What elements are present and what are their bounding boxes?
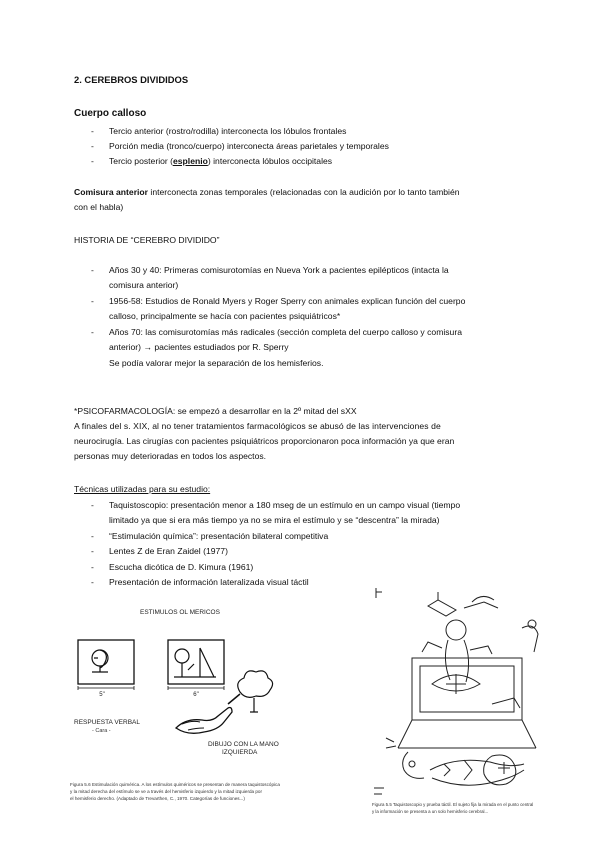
history-title: HISTORIA DE “CEREBRO DIVIDIDO” xyxy=(74,235,220,245)
subtitle-cuerpo-calloso: Cuerpo calloso xyxy=(74,108,147,119)
figure-caption: el hemisferio derecho. (Adaptado de Trevarthen, C., 1970. Categorías de funciones...) xyxy=(70,796,245,801)
list-item: Porción media (tronco/cuerpo) interconecta áreas parietales y temporales xyxy=(109,141,389,151)
stimulus-face-box xyxy=(78,640,134,698)
list-item-cont: anterior) → pacientes estudiados por R. Sperry xyxy=(109,342,289,352)
psico-title: *PSICOFARMACOLOGÍA: se empezó a desarrollar en la 2º mitad del sXX xyxy=(74,406,357,416)
list-item: Años 30 y 40: Primeras comisurotomías en Nueva York a pacientes epilépticos (intacta la xyxy=(109,265,449,275)
list-dash: - xyxy=(91,265,94,275)
list-dash: - xyxy=(91,141,94,151)
apparatus-illustration xyxy=(376,588,538,748)
list-item: 1956-58: Estudios de Ronald Myers y Roger Sperry con animales explican función del cuerpo xyxy=(109,296,466,306)
history-note: Se podía valorar mejor la separación de los hemisferios. xyxy=(109,358,324,368)
time-label-left: 5" xyxy=(99,692,105,698)
commissure-term: Comisura anterior xyxy=(74,187,149,197)
list-dash: - xyxy=(91,531,94,541)
tachistoscope-figure xyxy=(372,588,562,828)
psico-line-3: personas muy deterioradas en todos los aspectos. xyxy=(74,451,267,461)
figure-heading: ESTIMULOS OL MERICOS xyxy=(140,609,220,616)
list-dash: - xyxy=(91,296,94,306)
list-item: Lentes Z de Eran Zaidel (1977) xyxy=(109,546,228,556)
commissure-line-1: Comisura anterior interconecta zonas temporales (relacionadas con la audición por lo tanto también xyxy=(74,187,460,197)
list-dash: - xyxy=(91,546,94,556)
commissure-line-2: con el habla) xyxy=(74,202,124,212)
list-dash: - xyxy=(91,500,94,510)
list-item: Escucha dicótica de D. Kimura (1961) xyxy=(109,562,254,572)
chimeric-stimuli-figure xyxy=(70,600,350,810)
time-label-right: 6" xyxy=(193,692,199,698)
list-item: Tercio posterior (esplenio) interconecta lóbulos occipitales xyxy=(109,156,333,166)
esplenio-term: esplenio xyxy=(173,156,208,166)
verbal-response-sub: - Cara - xyxy=(92,728,111,734)
list-dash: - xyxy=(91,562,94,572)
list-dash: - xyxy=(91,327,94,337)
figure-caption: Figura 5.5 Taquistoscopio y prueba táctil. El sujeto fija la mirada en el punto central xyxy=(372,802,534,807)
list-item: Años 70: las comisurotomías más radicales (sección completa del cuerpo calloso y comisura xyxy=(109,327,462,337)
list-item: Tercio anterior (rostro/rodilla) interconecta los lóbulos frontales xyxy=(109,126,347,136)
section-title: 2. CEREBROS DIVIDIDOS xyxy=(74,74,189,85)
list-item: “Estimulación química”: presentación bilateral competitiva xyxy=(109,531,329,541)
tecnicas-title: Técnicas utilizadas para su estudio: xyxy=(74,484,211,494)
draw-label-sub: IZQUIERDA xyxy=(222,749,258,756)
draw-label: DIBUJO CON LA MANO xyxy=(208,741,279,748)
psico-line-1: A finales del s. XIX, al no tener tratamientos farmacológicos se abusó de las intervenciones de xyxy=(74,421,441,431)
list-dash: - xyxy=(91,577,94,587)
list-item: Taquistoscopio: presentación menor a 180 mseg de un estímulo en un campo visual (tiempo xyxy=(109,500,461,510)
figure-caption: y la mitad derecha del estímulo se ve a través del hemisferio izquierdo y la mitad izquierda por xyxy=(70,789,263,794)
list-item: Presentación de información lateralizada visual táctil xyxy=(109,577,309,587)
list-dash: - xyxy=(91,126,94,136)
psico-line-2: neurocirugía. Las cirugías con pacientes psiquiátricos proporcionaron poca información ya que eran xyxy=(74,436,455,446)
list-dash: - xyxy=(91,156,94,166)
figure-caption: y la información se presenta a un solo hemisferio cerebral... xyxy=(372,809,489,814)
figure-caption: Figura 5.6 Estimulación quimérica. A los estímulos quiméricos se presentan de manera taquistoscópica xyxy=(70,782,280,787)
verbal-response-label: RESPUESTA VERBAL xyxy=(74,719,140,726)
list-item-cont: limitado ya que si era más tiempo ya no se mira el estímulo y se “descentra” la mirada) xyxy=(109,515,440,525)
stimulus-tree-box xyxy=(168,640,224,698)
list-item-cont: calloso, principalmente se hacía con pacientes psiquiátricos* xyxy=(109,311,341,321)
visual-pathway-diagram xyxy=(374,738,524,794)
list-item-cont: comisura anterior) xyxy=(109,280,179,290)
